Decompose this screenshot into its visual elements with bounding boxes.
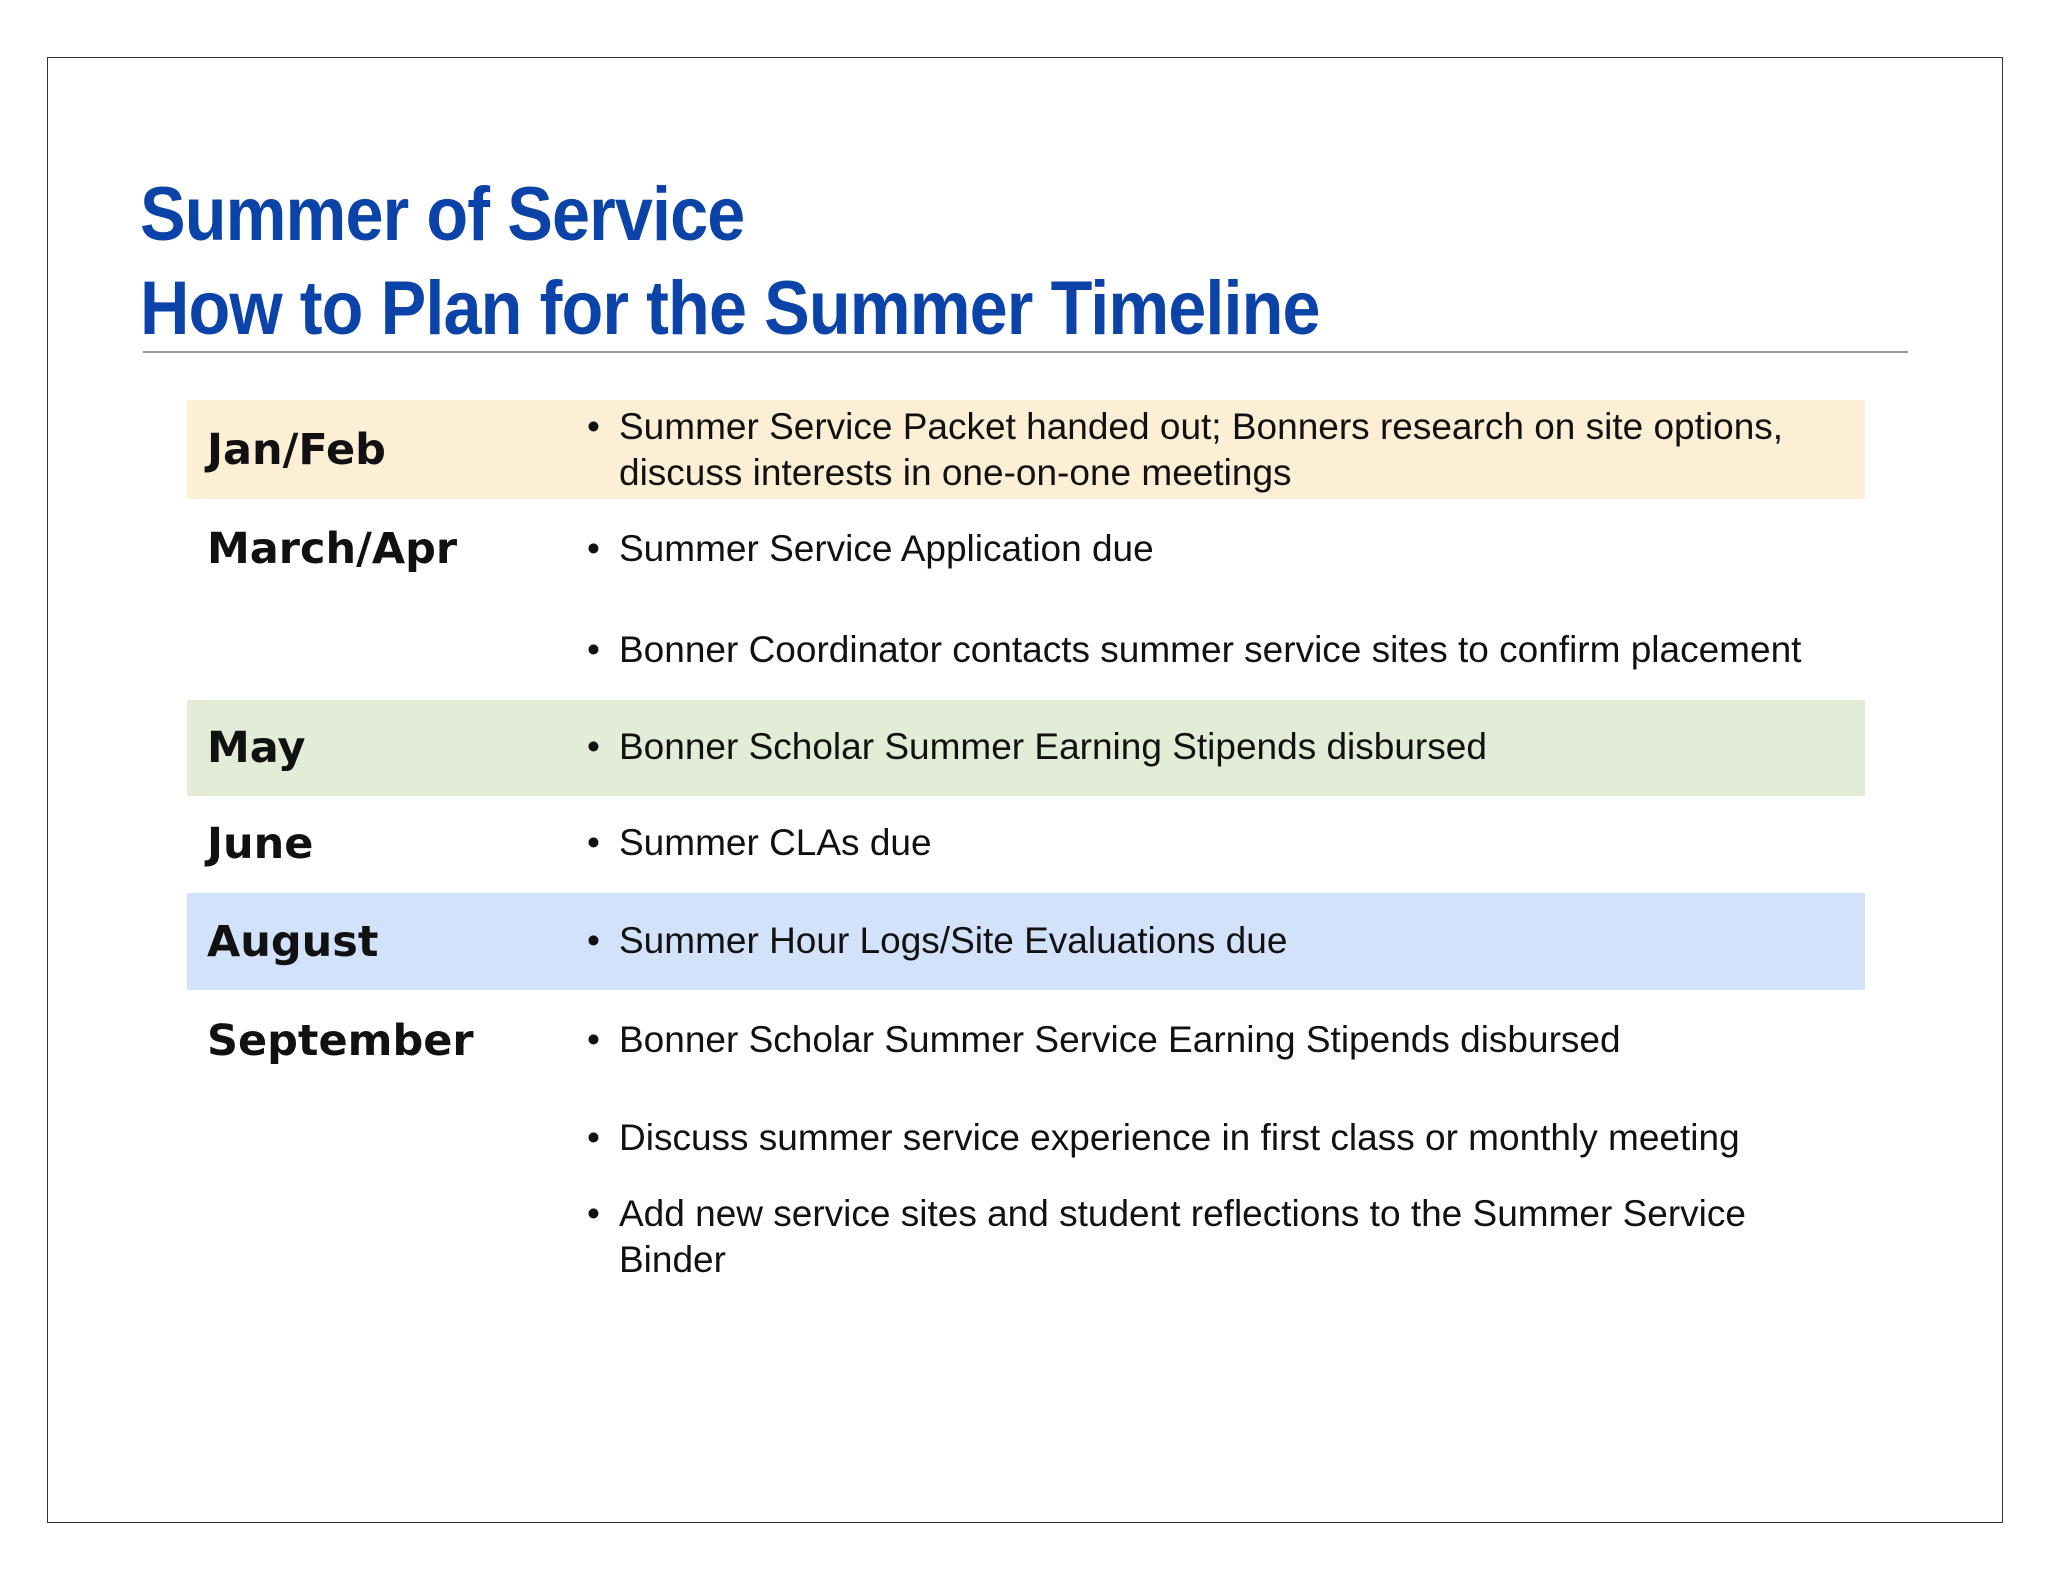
timeline-item: [587, 627, 1847, 673]
timeline-item-text: Bonner Coordinator contacts summer service sites to confirm placement: [619, 629, 1802, 670]
timeline-row-august: [187, 893, 1865, 990]
timeline-row-may: [187, 700, 1865, 796]
timeline-row-june: [187, 796, 1865, 893]
bullet-icon: •: [587, 1117, 600, 1158]
slide-title: [140, 168, 1320, 356]
bullet-icon: •: [587, 726, 600, 767]
title-line-2: How to Plan for the Summer Timeline: [140, 266, 1320, 351]
bullet-icon: •: [587, 528, 600, 569]
month-label: Jan/Feb: [207, 425, 386, 475]
timeline-item: [587, 1191, 1847, 1283]
timeline-row-janfeb: [187, 400, 1865, 499]
timeline-item: [587, 404, 1847, 496]
timeline-item: [587, 918, 1847, 964]
timeline-item-text: Bonner Scholar Summer Earning Stipends disbursed: [619, 726, 1487, 767]
timeline-item-text: Discuss summer service experience in first class or monthly meeting: [619, 1117, 1740, 1158]
title-divider: [143, 351, 1908, 353]
timeline-item-text: Summer Service Application due: [619, 528, 1154, 569]
bullet-icon: •: [587, 1193, 600, 1234]
bullet-icon: •: [587, 920, 600, 961]
timeline-row-marchapr: [187, 499, 1865, 700]
month-label: May: [207, 723, 306, 773]
timeline-item-text: Summer CLAs due: [619, 822, 932, 863]
month-label: September: [207, 1016, 474, 1066]
timeline-item: [587, 526, 1847, 572]
timeline-item-text: Bonner Scholar Summer Service Earning Stipends disbursed: [619, 1019, 1621, 1060]
timeline-item-text: Summer Service Packet handed out; Bonners research on site options, discuss interests in one-on-one meetings: [619, 406, 1784, 493]
bullet-icon: •: [587, 1019, 600, 1060]
month-label: August: [207, 917, 379, 967]
timeline-item-text: Add new service sites and student reflections to the Summer Service Binder: [619, 1193, 1746, 1280]
bullet-icon: •: [587, 822, 600, 863]
title-line-1: Summer of Service: [140, 172, 745, 257]
timeline-row-september: [187, 990, 1865, 1300]
month-label: June: [207, 819, 314, 869]
bullet-icon: •: [587, 406, 600, 447]
month-label: March/Apr: [207, 524, 458, 574]
bullet-icon: •: [587, 629, 600, 670]
timeline-item-text: Summer Hour Logs/Site Evaluations due: [619, 920, 1288, 961]
timeline-item: [587, 820, 1847, 866]
timeline-item: [587, 1115, 1847, 1161]
timeline-item: [587, 1017, 1847, 1063]
timeline-item: [587, 724, 1847, 770]
